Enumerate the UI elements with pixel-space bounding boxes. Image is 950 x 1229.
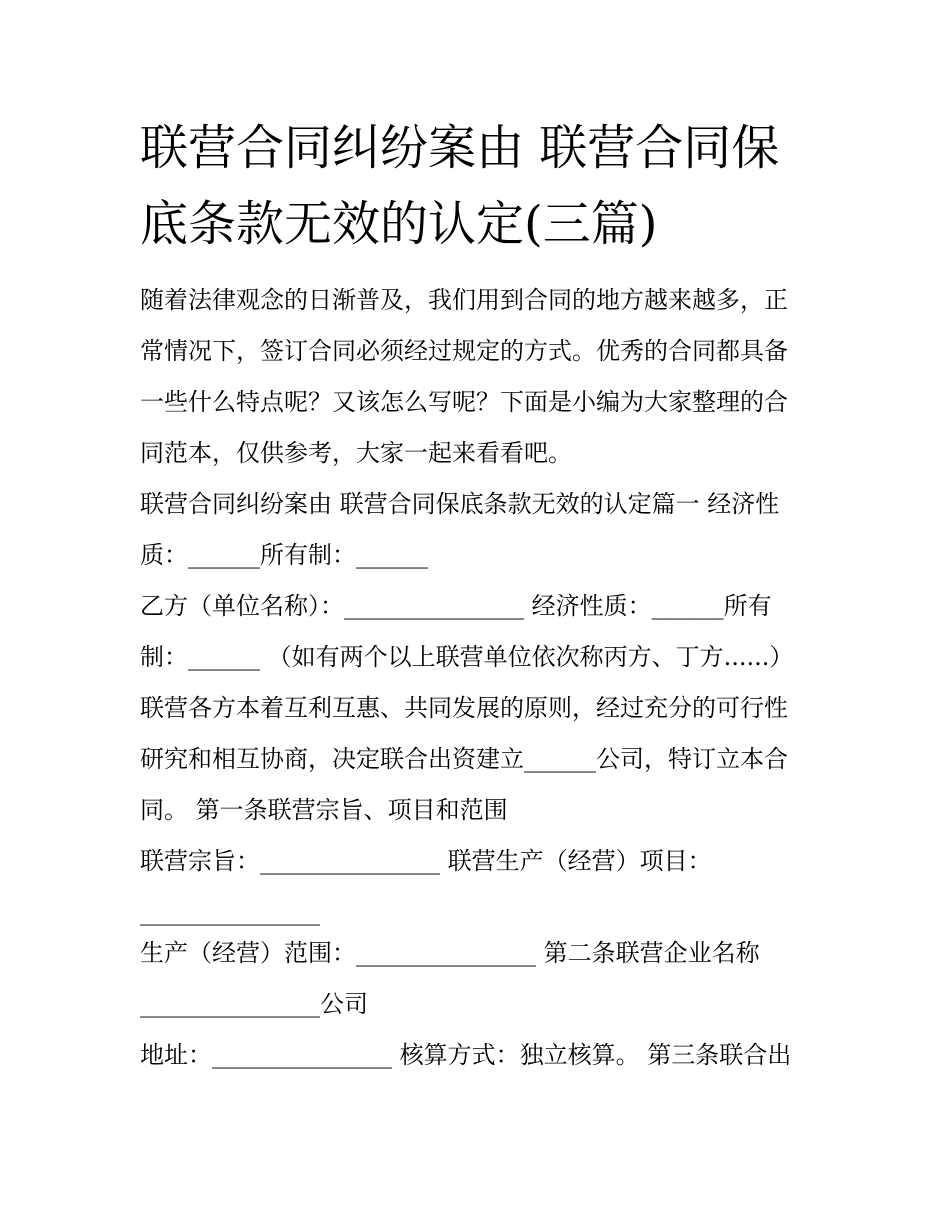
body-line: 联营合同纠纷案由 联营合同保底条款无效的认定篇一 经济性 xyxy=(140,490,780,518)
body-line: 一些什么特点呢？又该怎么写呢？下面是小编为大家整理的合 xyxy=(140,388,788,416)
document-title-line-2: 底条款无效的认定(三篇) xyxy=(140,196,658,252)
document-title-line-1: 联营合同纠纷案由 联营合同保 xyxy=(140,120,780,176)
body-line: 同范本，仅供参考，大家一起来看看吧。 xyxy=(140,439,572,467)
body-line: 联营宗旨：_______________ 联营生产（经营）项目： xyxy=(140,847,712,875)
body-line: 制：______ （如有两个以上联营单位依次称丙方、丁方......） xyxy=(140,643,794,671)
body-line: 联营各方本着互利互惠、共同发展的原则，经过充分的可行性 xyxy=(140,694,788,722)
body-line: 研究和相互协商，决定联合出资建立______公司，特订立本合 xyxy=(140,745,788,773)
body-line: 乙方（单位名称）：_______________ 经济性质：______所有 xyxy=(140,592,772,620)
body-line: 地址：_______________ 核算方式：独立核算。 第三条联合出 xyxy=(140,1041,792,1069)
body-line: _______________ xyxy=(140,898,320,926)
body-line: 常情况下，签订合同必须经过规定的方式。优秀的合同都具备 xyxy=(140,337,788,365)
body-line: _______________公司 xyxy=(140,990,368,1018)
body-line: 同。 第一条联营宗旨、项目和范围 xyxy=(140,796,508,824)
body-line: 生产（经营）范围：_______________ 第二条联营企业名称 xyxy=(140,939,760,967)
body-line: 随着法律观念的日渐普及，我们用到合同的地方越来越多，正 xyxy=(140,286,788,314)
body-line: 质：______所有制：______ xyxy=(140,541,428,569)
